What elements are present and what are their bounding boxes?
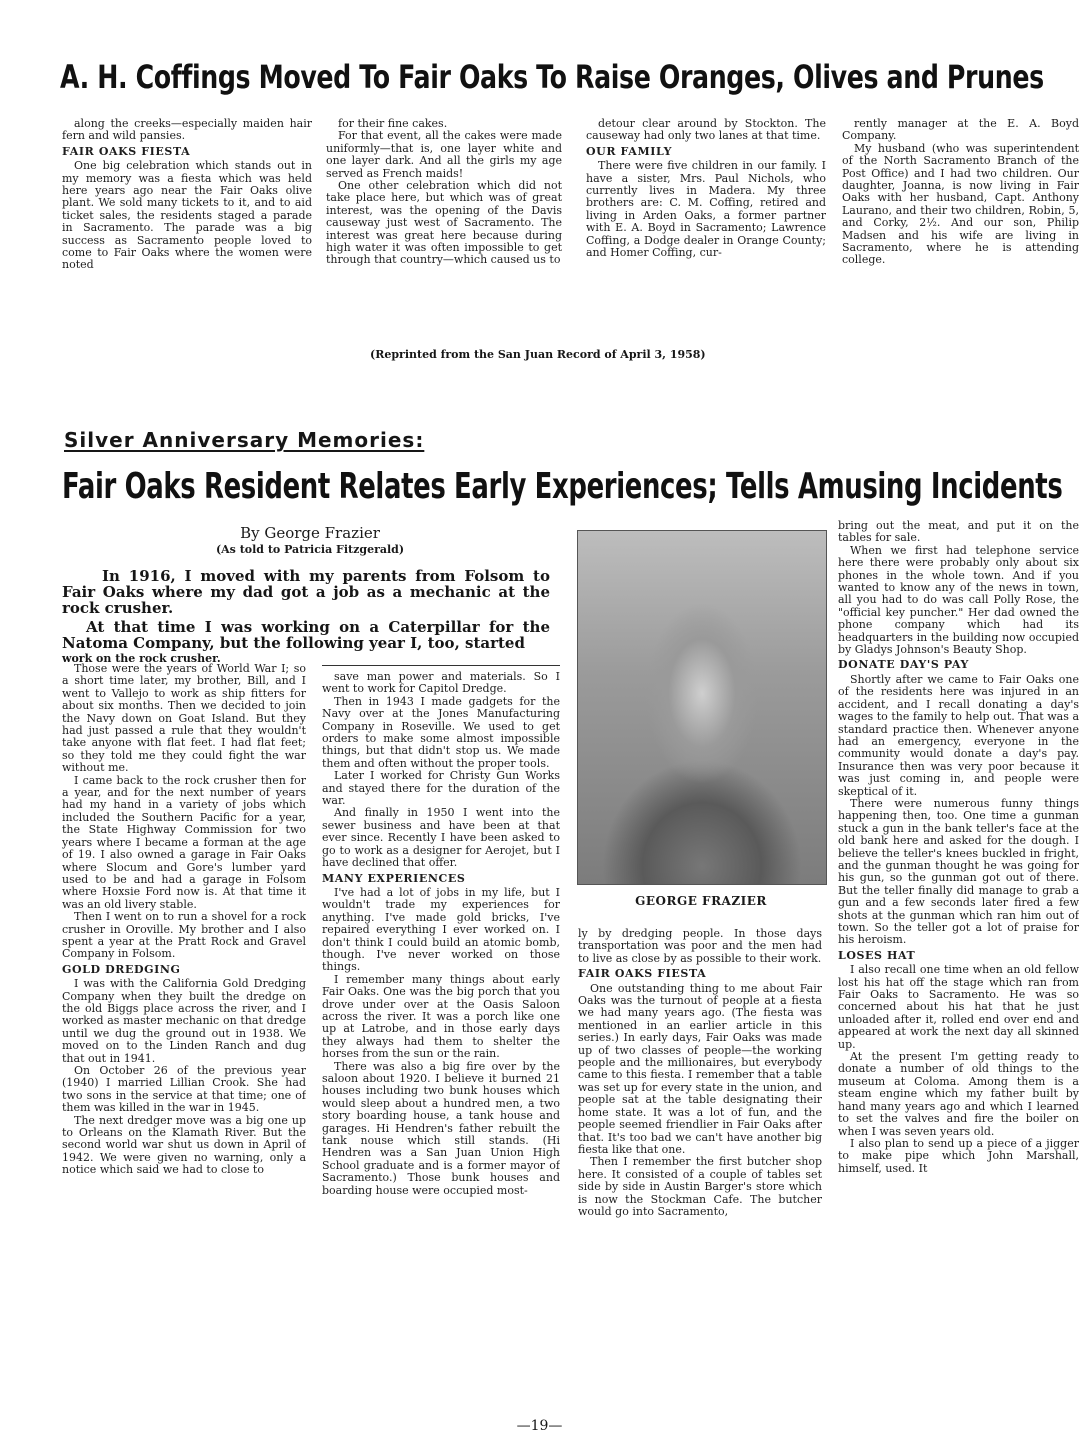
lead-paragraph-1: In 1916, I moved with my parents from Folsom to Fair Oaks where my dad got a job as a mechanic at the rock crusher. [62, 567, 550, 617]
photo-caption: GEORGE FRAZIER [635, 894, 767, 908]
story1-headline: A. H. Coffings Moved To Fair Oaks To Raise Oranges, Olives and Prunes [60, 58, 1044, 96]
kicker: Silver Anniversary Memories: [64, 428, 425, 452]
story1-col2 [326, 118, 562, 348]
paragraph: My husband (who was superintendent of the North Sacramento Branch of the Post Office) and I had two children. Our daughter, Joanna, is now living in Fair Oaks with her husband, Capt. Anthony Laurano, and their two children, Robin, 5, and Corky, 2½. And our son, Philip Madsen and his wife are living in Sacramento, where he is attending college. [842, 141, 1079, 267]
page-number: —19— [516, 1418, 563, 1434]
story2-headline: Fair Oaks Resident Relates Early Experiences; Tells Amusing Incidents [62, 466, 1063, 507]
paragraph: One other celebration which did not take place here, but which was of great interest, was the opening of the Davis causeway just west of Sacramento. The interest was great here because during high water it was often impossible to get through that country—which caused us to [326, 179, 562, 267]
column-rule [322, 665, 560, 666]
reprint-note: (Reprinted from the San Juan Record of April 3, 1958) [370, 348, 706, 361]
paragraph: One big celebration which stands out in my memory was a fiesta which was held here years ago near the Fair Oaks olive plant. We sold many tickets to it, and to aid ticket sales, the residents staged a parade in Sacramento. The parade was a big success as Sacramento people loved to come to Fair Oaks where the women were noted [62, 159, 312, 272]
paragraph: Then I went on to run a shovel for a rock crusher in Oroville. My brother and I also spent a year at the Pratt Rock and Gravel Company in Folsom. [62, 910, 306, 961]
paragraph: for their fine cakes. [338, 118, 448, 130]
paragraph: Then in 1943 I made gadgets for the Navy over at the Jones Manufacturing Company in Roseville. We used to get orders to make some almost impossible things, but that didn't stop us. We made them and often without the proper tools. [322, 694, 560, 770]
paragraph: Shortly after we came to Fair Oaks one of the residents here was injured in an accident, and I recall donating a day's wages to the family to help out. That was a standard practice then. Whenever anyone had an emergency, everyone in the community would donate a day's pay. Insurance then was very poor because it was just coming in, and people were skeptical of it. [838, 672, 1079, 798]
paragraph: And finally in 1950 I went into the sewer business and have been at that ever since. Recently I have been asked to go to work as a designer for Aerojet, but I have declined that offer. [322, 806, 560, 870]
paragraph: bring out the meat, and put it on the tables for sale. [838, 520, 1079, 545]
paragraph: save man power and materials. So I went to work for Capitol Dredge. [322, 671, 560, 696]
paragraph: detour clear around by Stockton. The causeway had only two lanes at that time. [586, 118, 826, 143]
story1-col1 [62, 118, 312, 348]
paragraph: Later I worked for Christy Gun Works and stayed there for the duration of the war. [322, 769, 560, 808]
lead-paragraph-tail: work on the rock crusher. [62, 652, 221, 665]
section-heading: FAIR OAKS FIESTA [62, 144, 191, 158]
section-heading: FAIR OAKS FIESTA [578, 967, 707, 981]
story2-col4 [838, 520, 1079, 1415]
paragraph: I also plan to send up a piece of a jigger to make pipe which John Marshall, himself, used. It [838, 1136, 1079, 1175]
paragraph: The next dredger move was a big one up to Orleans on the Klamath River. But the second world war shut us down in April of 1942. We were given no warning, only a notice which said we had to close to [62, 1113, 306, 1177]
story1-col4 [842, 118, 1079, 348]
paragraph: I also recall one time when an old fellow lost his hat off the stage which ran from Fair Oaks to Sacramento. He was so concerned about his hat that he just unloaded after it, rolled end over end and appeared at work the next day all skinned up. [838, 963, 1079, 1051]
paragraph: One outstanding thing to me about Fair Oaks was the turnout of people at a fiesta we had many years ago. (The fiesta was mentioned in an earlier article in this series.) In early days, Fair Oaks was made up of two classes of people—the working people and the millionaires, but everybody came to this fiesta. I remember that a table was set up for every state in the union, and people sat at the table designating their home state. It was a lot of fun, and the people seemed friendlier in Fair Oaks after that. It's too bad we can't have another big fiesta like that one. [578, 981, 822, 1156]
paragraph: There was also a big fire over by the saloon about 1920. I believe it burned 21 houses including two bunk houses which would sleep about a hundred men, a two story boarding house, a tank house and garages. Hi Hendren's father rebuilt the tank nouse which still stands. (Hi Hendren was a San Juan Union High School graduate and is a former mayor of Sacramento.) Those bunk houses and boarding house were occupied most- [322, 1059, 560, 1197]
paragraph: rently manager at the E. A. Boyd Company. [842, 118, 1079, 143]
section-heading: DONATE DAY'S PAY [838, 658, 969, 672]
lead-paragraph-2: At that time I was working on a Caterpillar for the Natoma Company, but the following year I, too, started [62, 618, 550, 652]
paragraph: I remember many things about early Fair Oaks. One was the big porch that you drove under over at the Oasis Saloon across the river. It was a porch like one up at Latrobe, and in those early days they always had them to shelter the horses from the sun or the rain. [322, 972, 560, 1061]
as-told-to: (As told to Patricia Fitzgerald) [215, 543, 405, 556]
paragraph: When we first had telephone service here there were probably only about six phones in the whole town. And if you wanted to know any of the news in town, all you had to do was call Polly Rose, the "official key puncher." Her dad owned the phone company which had its headquarters in the building now occupied by Gladys Johnson's Beauty Shop. [838, 543, 1079, 657]
paragraph: I came back to the rock crusher then for a year, and for the next number of years had my hand in a variety of jobs which included the Southern Pacific for a year, the State Highway Commission for two years where I became a forman at the age of 19. I also owned a garage in Fair Oaks where Slocum and Gore's lumber yard used to be and had a garage in Folsom where Hoxsie Ford now is. At that time it was an old livery stable. [62, 773, 306, 911]
byline: By George Frazier [240, 524, 380, 542]
paragraph: along the creeks—especially maiden hair fern and wild pansies. [62, 118, 312, 143]
paragraph: There were numerous funny things happening then, too. One time a gunman stuck a gun in the bank teller's face at the old bank here and asked for the dough. I believe the teller's knees buckled in fright, and the gunman thought he was going for his gun, so the gunman got out of there. But the teller finally did manage to grab a gun and a few seconds later fired a few shots at the gunman which ran him out of town. So the teller got a lot of praise for his heroism. [838, 796, 1079, 947]
paragraph: ly by dredging people. In those days transportation was poor and the men had to live as close by as possible to their work. [578, 928, 822, 965]
paragraph: I was with the California Gold Dredging Company when they built the dredge on the old Biggs place across the river, and I worked as master mechanic on that dredge until we dug the ground out in 1938. We moved on to the Linden Ranch and dug that out in 1941. [62, 977, 306, 1065]
paragraph: At the present I'm getting ready to donate a number of old things to the museum at Coloma. Among them is a steam engine which my father built by hand many years ago and which I learned to set the valves and fire the boiler on when I was seven years old. [838, 1050, 1079, 1138]
paragraph: There were five children in our family. I have a sister, Mrs. Paul Nichols, who currently lives in Madera. My three brothers are: C. M. Coffing, retired and living in Arden Oaks, a former partner with E. A. Boyd in Sacramento; Lawrence Coffing, a Dodge dealer in Orange County; and Homer Coffing, cur- [586, 159, 826, 260]
section-heading: MANY EXPERIENCES [322, 871, 466, 885]
story2-col3 [578, 928, 822, 1415]
section-heading: OUR FAMILY [586, 144, 673, 158]
paragraph: On October 26 of the previous year (1940) I married Lillian Crook. She had two sons in the service at that time; one of them was killed in the war in 1945. [62, 1064, 306, 1115]
paragraph: Those were the years of World War I; so a short time later, my brother, Bill, and I went to Vallejo to work as ship fitters for about six months. Then we decided to join the Navy down on Goat Island. But they had just passed a rule that they wouldn't take anyone with flat feet. I had flat feet; so they told me they could fight the war without me. [62, 663, 306, 775]
section-heading: GOLD DREDGING [62, 962, 181, 976]
paragraph: Then I remember the first butcher shop here. It consisted of a couple of tables set side by side in Austin Barger's store which is now the Stockman Cafe. The butcher would go into Sacramento, [578, 1155, 822, 1218]
section-heading: LOSES HAT [838, 948, 916, 962]
paragraph: For that event, all the cakes were made uniformly—that is, one layer white and one layer dark. And all the girls my age served as French maids! [326, 129, 562, 180]
paragraph: I've had a lot of jobs in my life, but I wouldn't trade my experiences for anything. I've made gold bricks, I've repaired everything I ever worked on. I don't think I could build an atomic bomb, though. I've never worked on those things. [322, 885, 560, 974]
george-frazier-photo [577, 530, 827, 885]
story2-col1 [62, 663, 306, 1415]
story2-col2 [322, 671, 560, 1415]
story1-col3 [586, 118, 826, 348]
